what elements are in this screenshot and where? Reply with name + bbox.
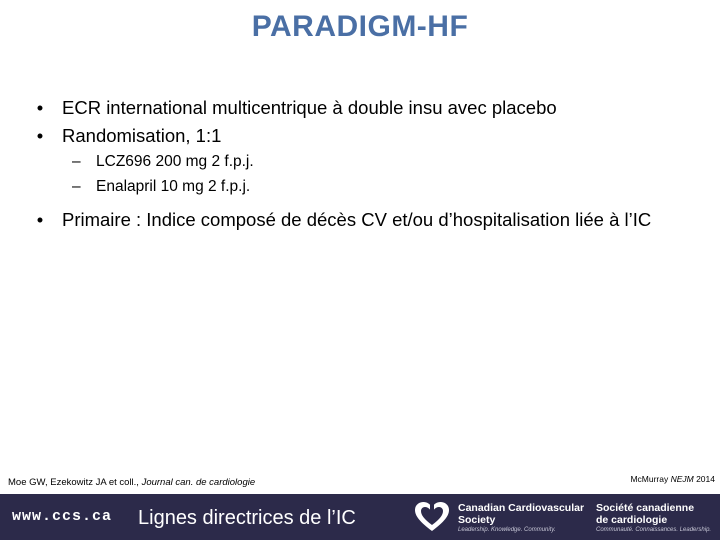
sub-bullet-item bbox=[30, 176, 690, 198]
citation-left bbox=[8, 477, 255, 488]
bullet-list bbox=[30, 95, 690, 235]
sub-bullet-marker: – bbox=[72, 153, 81, 170]
sub-bullet-item bbox=[30, 151, 690, 173]
citation-right bbox=[620, 474, 715, 484]
bullet-item bbox=[30, 95, 690, 120]
citation-journal: NEJM bbox=[670, 474, 694, 484]
org-name-english: Canadian Cardiovascular Society Leadership. Knowledge. Community. bbox=[458, 502, 585, 533]
sub-bullet-text: LCZ696 200 mg 2 f.p.j. bbox=[96, 153, 254, 170]
org-tagline-french: Communauté. Connaissances. Leadership. bbox=[596, 527, 712, 533]
bullet-text: ECR international multicentrique à double insu avec placebo bbox=[62, 97, 557, 118]
guidelines-title: Lignes directrices de l’IC bbox=[138, 507, 356, 529]
citation-author: McMurray bbox=[630, 474, 671, 484]
website-link[interactable]: www.ccs.ca bbox=[12, 508, 113, 525]
bullet-item bbox=[30, 207, 690, 232]
citation-authors: Moe GW, Ezekowitz JA et coll., bbox=[8, 477, 142, 488]
bullet-text: Randomisation, 1:1 bbox=[62, 125, 222, 146]
bullet-marker: • bbox=[36, 97, 44, 118]
citation-year: 2014 bbox=[693, 474, 715, 484]
sub-bullet-marker: – bbox=[72, 178, 81, 195]
slide-title: PARADIGM-HF bbox=[251, 10, 469, 43]
bullet-marker: • bbox=[36, 209, 44, 230]
bullet-item bbox=[30, 123, 690, 148]
org-name-french: Société canadienne de cardiologie Communauté. Connaissances. Leadership. bbox=[596, 502, 712, 533]
bullet-marker: • bbox=[36, 125, 44, 146]
bullet-text: Primaire : Indice composé de décès CV et/ou d’hospitalisation liée à l’IC bbox=[62, 209, 652, 230]
sub-bullet-text: Enalapril 10 mg 2 f.p.j. bbox=[96, 178, 251, 195]
org-tagline-english: Leadership. Knowledge. Community. bbox=[458, 527, 556, 533]
heart-logo-icon bbox=[414, 501, 450, 533]
footer-bar bbox=[0, 494, 720, 540]
citation-journal: Journal can. de cardiologie bbox=[141, 477, 256, 488]
